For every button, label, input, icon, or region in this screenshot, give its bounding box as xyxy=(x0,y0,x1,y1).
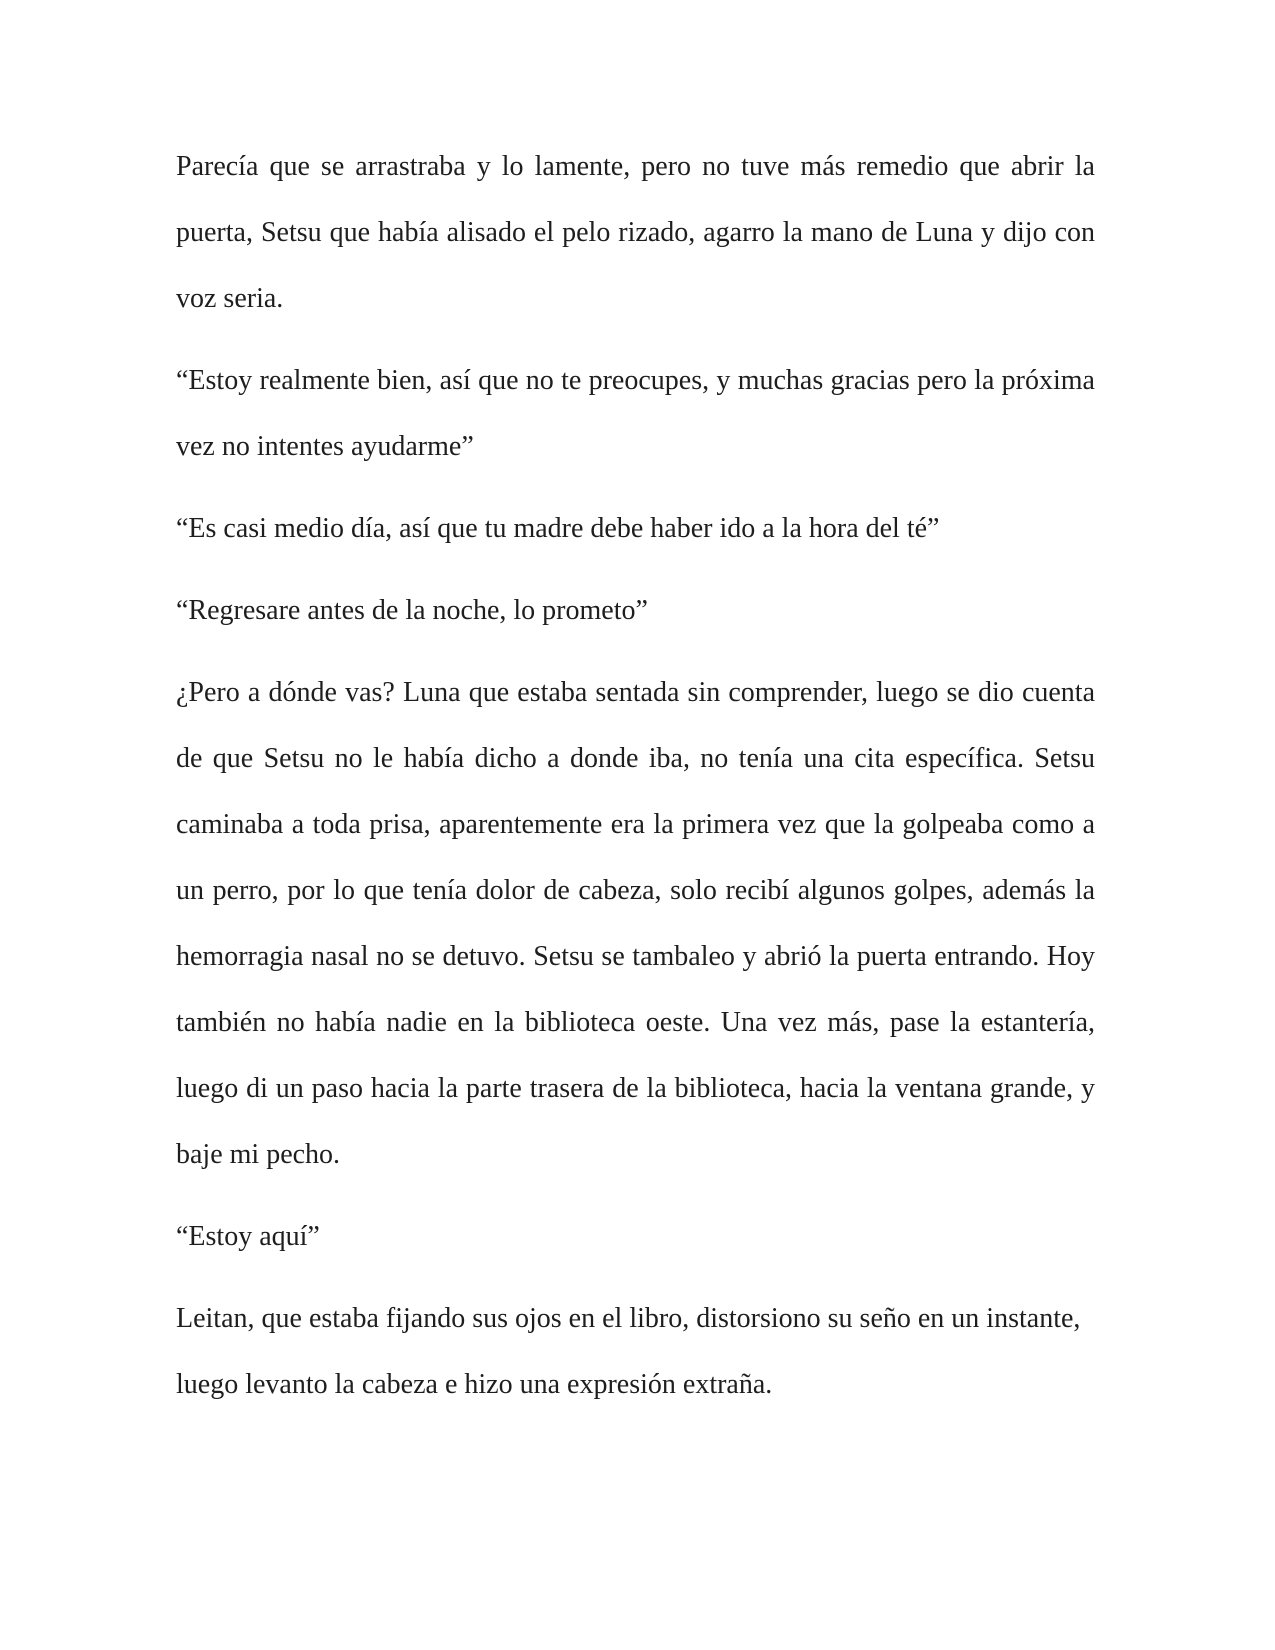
paragraph: Leitan, que estaba fijando sus ojos en el libro, distorsiono su seño en un instante, luego levanto la cabeza e hizo una expresión extraña. xyxy=(176,1303,1081,1400)
body-text xyxy=(176,134,1095,1434)
paragraph: “Estoy realmente bien, así que no te preocupes, y muchas gracias pero la próxima vez no intentes ayudarme” xyxy=(176,365,1095,462)
paragraph: ¿Pero a dónde vas? Luna que estaba sentada sin comprender, luego se dio cuenta de que Setsu no le había dicho a donde iba, no tenía una cita específica. Setsu caminaba a toda prisa, aparentemente era la primera vez que la golpeaba como a un perro, por lo que tenía dolor de cabeza, solo recibí algunos golpes, además la hemorragia nasal no se detuvo. Setsu se tambaleo y abrió la puerta entrando. Hoy también no había nadie en la biblioteca oeste. Una vez más, pase la estantería, luego di un paso hacia la parte trasera de la biblioteca, hacia la ventana grande, y baje mi pecho. xyxy=(176,677,1095,1170)
paragraph: “Es casi medio día, así que tu madre debe haber ido a la hora del té” xyxy=(176,513,940,544)
paragraph: “Regresare antes de la noche, lo prometo” xyxy=(176,595,648,626)
paragraph: Parecía que se arrastraba y lo lamente, pero no tuve más remedio que abrir la puerta, Setsu que había alisado el pelo rizado, agarro la mano de Luna y dijo con voz seria. xyxy=(176,151,1095,314)
paragraph: “Estoy aquí” xyxy=(176,1221,320,1252)
